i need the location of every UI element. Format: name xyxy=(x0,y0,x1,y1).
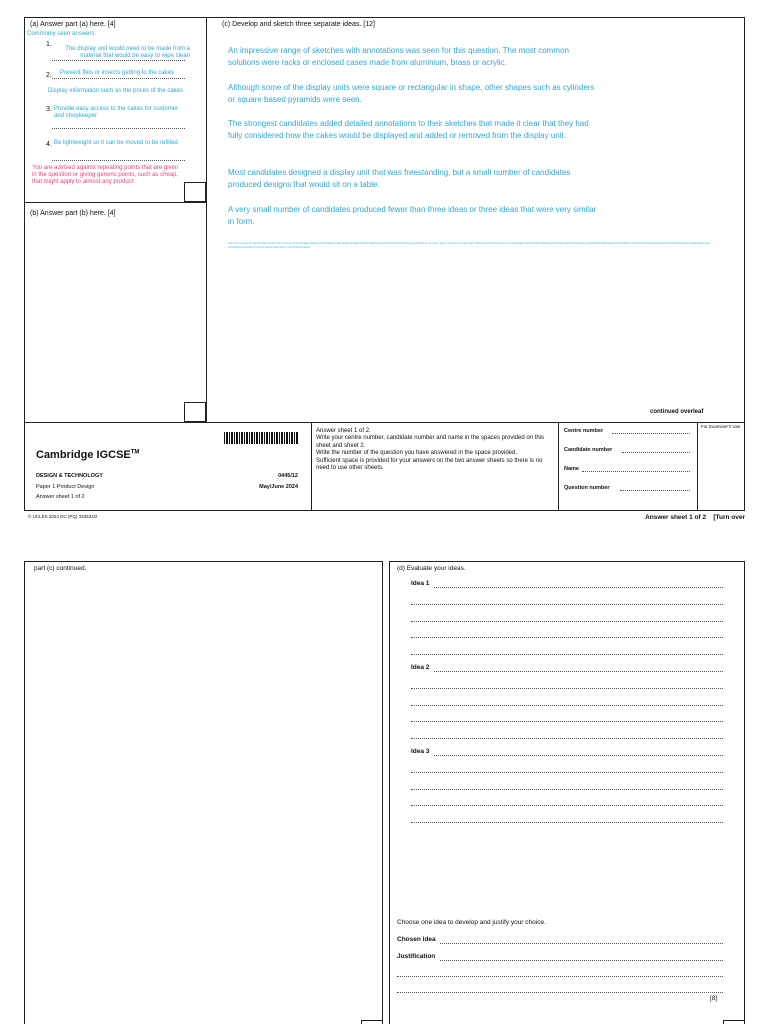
mark-box-a xyxy=(184,182,206,202)
part-c-footnote-url: https://ct.example.cambridge/ms/2024/resources/Cambridge%20Upper%20Secondary/Cambridge%20IGCSE/Design%20and%20Technology/0445-12-answer-sheet-examiner-report-jun-2024-pdf.html?signature=Cambridge%20IGCSE%20Design%20and%20Technology%200445%20Paper%201%20Product%20Design%20June%202024%20principal%20examiner%20report%20comments%20and%20common%20answers xyxy=(228,241,711,249)
idea-3-line[interactable] xyxy=(411,772,723,773)
idea-1-line[interactable] xyxy=(411,604,723,605)
idea-3-line[interactable] xyxy=(434,755,723,756)
idea-2-line[interactable] xyxy=(411,705,723,706)
idea-1-line[interactable] xyxy=(411,654,723,655)
idea-1-line[interactable] xyxy=(434,587,723,588)
part-b-label: (b) Answer part (b) here. [4] xyxy=(30,210,116,217)
idea-1-line[interactable] xyxy=(411,621,723,622)
footer-divider-2 xyxy=(558,422,559,511)
answer-sheet-label: Answer sheet 1 of 2 xyxy=(36,494,85,500)
answer-2b: Display information such as the prices of the cakes xyxy=(48,88,184,94)
footer-divider-1 xyxy=(311,422,312,511)
question-number-field[interactable] xyxy=(620,490,690,491)
answer-line xyxy=(52,78,185,79)
part-c-paragraph-4: Most candidates designed a display unit that was freestanding, but a small number of candidates produced designs that would sit on a table. xyxy=(228,168,571,189)
centre-number-label: Centre number xyxy=(564,428,604,434)
idea-2-line[interactable] xyxy=(411,738,723,739)
idea-1-line[interactable] xyxy=(411,637,723,638)
part-d-marks: [8] xyxy=(710,995,718,1002)
idea-2-line[interactable] xyxy=(411,721,723,722)
idea-1-label: Idea 1 xyxy=(411,580,430,587)
justification-line[interactable] xyxy=(397,992,723,993)
choose-instruction: Choose one idea to develop and justify your choice. xyxy=(397,919,546,926)
answer-2: Prevent flies or insects getting to the cakes xyxy=(60,70,175,76)
idea-2-line[interactable] xyxy=(411,688,723,689)
commonly-seen-heading: Commonly seen answers: xyxy=(27,31,97,37)
part-c-continued-label: part (c) continued. xyxy=(34,565,87,572)
part-c-paragraph-5: A very small number of candidates produced fewer than three ideas or three ideas that were very similar in form. xyxy=(228,205,597,226)
idea-3-line[interactable] xyxy=(411,805,723,806)
justification-line[interactable] xyxy=(397,976,723,977)
sheet1-col-divider xyxy=(206,17,207,422)
syllabus-code: 0445/12 xyxy=(278,473,298,479)
copyright: © UCLES 2024 DC (PQ) 333533/2 xyxy=(28,514,98,519)
answer-1: The display unit would need to be made from a material that would be easy to wipe clean xyxy=(65,46,190,59)
idea-2-line[interactable] xyxy=(434,671,723,672)
answer-num-3: 3. xyxy=(46,106,52,113)
exam-session: May/June 2024 xyxy=(259,484,298,490)
justification-label: Justification xyxy=(397,953,436,960)
answer-num-4: 4. xyxy=(46,141,52,148)
idea-3-label: Idea 3 xyxy=(411,748,430,755)
paper: Paper 1 Product Design xyxy=(36,484,95,490)
answer-3: Provide easy access to the cakes for customer and shopkeeper xyxy=(54,106,179,119)
part-c-paragraph-3: The strongest candidates added detailed annotations to their sketches that made it clear that they had fully considered how the cakes would be displayed and added or removed from the display unit. xyxy=(228,119,589,140)
answer-num-1: 1. xyxy=(46,41,52,48)
name-label: Name xyxy=(564,466,579,472)
cambridge-logo-text: Cambridge IGCSE™ xyxy=(36,449,140,461)
sheet2-right-corner xyxy=(723,1020,745,1024)
chosen-idea-line[interactable] xyxy=(440,943,723,944)
chosen-idea-label: Chosen idea xyxy=(397,936,436,943)
centre-number-field[interactable] xyxy=(612,433,690,434)
answer-line xyxy=(52,60,185,61)
sheet2-right-frame xyxy=(389,561,745,1024)
name-field[interactable] xyxy=(582,471,690,472)
sheet1-footer-divider xyxy=(24,422,745,423)
part-d-label: (d) Evaluate your ideas. xyxy=(397,565,466,572)
mark-box-b xyxy=(184,402,206,422)
answer-line xyxy=(52,160,185,161)
idea-3-line[interactable] xyxy=(411,822,723,823)
question-number-label: Question number xyxy=(564,485,610,491)
instructions: Answer sheet 1 of 2. Write your centre number, candidate number and name in the spaces provided on this sheet and sheet 2. Write the number of the question you have answered in the space provided. Sufficient space is provided for your answers on the two answer sheets so there is no need to use other sheets. xyxy=(316,428,545,472)
part-c-paragraph-1: An impressive range of sketches with annotations was seen for this question. The most common solutions were racks or enclosed cases made from aluminium, brass or acrylic. xyxy=(228,46,569,67)
sheet2-left-corner xyxy=(361,1020,383,1024)
idea-3-line[interactable] xyxy=(411,789,723,790)
turn-over: Answer sheet 1 of 2 [Turn over xyxy=(645,514,745,521)
part-c-label: (c) Develop and sketch three separate ideas. [12] xyxy=(222,21,375,28)
idea-2-label: Idea 2 xyxy=(411,664,430,671)
examiner-use-label: For Examiner's Use xyxy=(701,424,741,429)
advice-note: You are advised against repeating points that are given in the question or giving generic points, such as cheap, that might apply to almost any product xyxy=(32,165,179,185)
answer-4: Be lightweight so it can be moved to be refilled xyxy=(54,140,178,146)
part-a-label: (a) Answer part (a) here. [4] xyxy=(30,21,116,28)
subject: DESIGN & TECHNOLOGY xyxy=(36,473,103,479)
footer-divider-3 xyxy=(697,422,698,511)
answer-num-2: 2. xyxy=(46,72,52,79)
part-c-paragraph-2: Although some of the display units were square or rectangular in shape, other shapes such as cylinders or square based pyramids were seen. xyxy=(228,83,595,104)
barcode xyxy=(224,432,298,444)
candidate-number-label: Candidate number xyxy=(564,447,613,453)
justification-line[interactable] xyxy=(440,960,723,961)
answer-line xyxy=(52,128,185,129)
sheet1-ab-divider xyxy=(24,202,207,203)
sheet2-left-frame xyxy=(24,561,383,1024)
continued-overleaf: continued overleaf xyxy=(650,409,704,415)
candidate-number-field[interactable] xyxy=(622,452,690,453)
